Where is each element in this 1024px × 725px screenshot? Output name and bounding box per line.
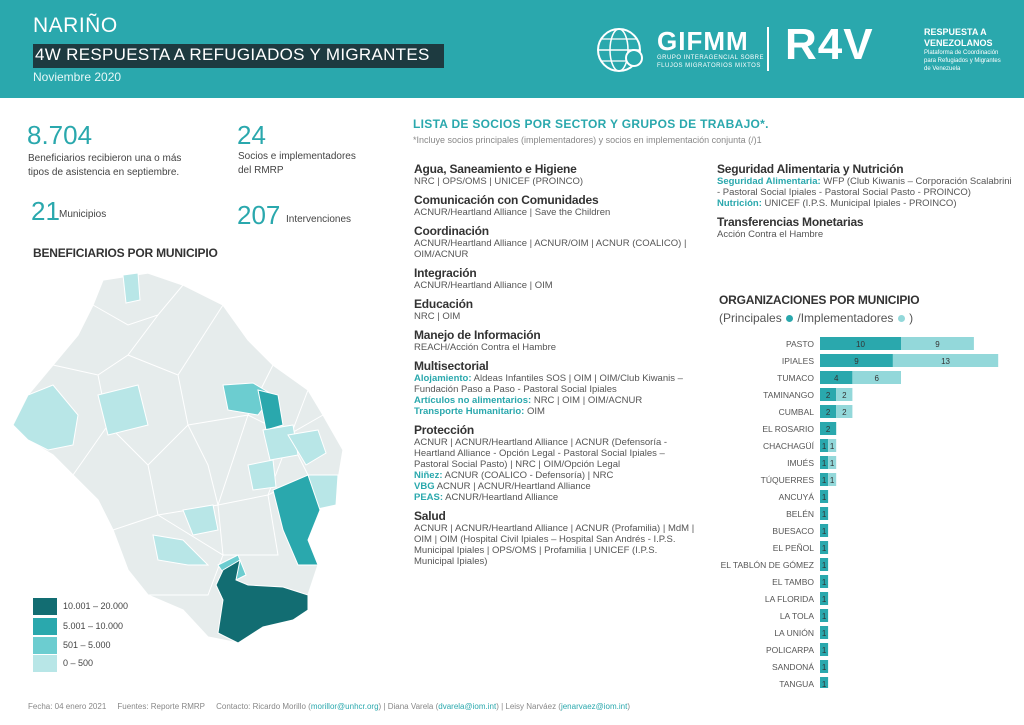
- subsector-label: Artículos no alimentarios:: [414, 395, 532, 406]
- bar-value-label: 1: [821, 493, 827, 502]
- footer-sep: ): [627, 702, 630, 711]
- footer-source: Fuentes: Reporte RMRP: [117, 702, 205, 711]
- bar-value-label: 1: [821, 612, 827, 621]
- category-label: IPIALES: [781, 356, 814, 366]
- sector-heading: Comunicación con Comunidades: [414, 193, 599, 207]
- category-label: BELÉN: [786, 509, 814, 519]
- sector-partners: ACNUR/Heartland Alliance | Save the Children: [414, 207, 611, 218]
- sector-partners: [717, 176, 1012, 198]
- page-subtitle: 4W RESPUESTA A REFUGIADOS Y MIGRANTES: [33, 44, 444, 68]
- orgs-chart-title: ORGANIZACIONES POR MUNICIPIO: [719, 293, 920, 307]
- category-label: CUMBAL: [778, 407, 814, 417]
- map-title: BENEFICIARIOS POR MUNICIPIO: [33, 246, 218, 260]
- category-label: SANDONÁ: [771, 662, 814, 672]
- sector-heading: Educación: [414, 297, 473, 311]
- interventions-label: Intervenciones: [286, 214, 352, 225]
- subsector-label: Seguridad Alimentaria:: [717, 176, 821, 187]
- r4v-logo-text: R4V: [785, 20, 874, 69]
- gifmm-logo-text: GIFMM: [657, 26, 749, 56]
- bar-value-label: 1: [829, 442, 835, 451]
- bar-value-label: 4: [833, 374, 839, 383]
- r4v-tagline: VENEZOLANOS: [924, 38, 993, 48]
- bar-value-label: 2: [842, 391, 847, 400]
- sector-heading: Seguridad Alimentaria y Nutrición: [717, 162, 904, 176]
- legend-label: 0 – 500: [63, 658, 94, 668]
- bar-value-label: 1: [821, 544, 827, 553]
- sector-partners: REACH/Acción Contra el Hambre: [414, 342, 557, 353]
- sector-partners: [414, 492, 699, 503]
- legend-swatch: [33, 655, 57, 672]
- municipalities-label: Municipios: [59, 209, 107, 220]
- email-link[interactable]: morillor@unhcr.org: [310, 702, 379, 711]
- bar-value-label: 1: [821, 663, 827, 672]
- beneficiaries-count: 8.704: [27, 120, 93, 150]
- category-label: IMUÉS: [787, 458, 814, 468]
- bar-value-label: 10: [856, 340, 865, 349]
- category-label: EL PEÑOL: [772, 543, 814, 553]
- legend-label: 10.001 – 20.000: [63, 601, 129, 611]
- beneficiaries-label: tipos de asistencia en septiembre.: [28, 167, 180, 178]
- bar-value-label: 1: [821, 476, 827, 485]
- category-label: TAMINANGO: [763, 390, 814, 400]
- logo-divider: [767, 27, 769, 71]
- sector-heading: Transferencias Monetarias: [717, 215, 864, 229]
- legend-text: ): [905, 311, 914, 325]
- category-label: EL TABLÓN DE GÓMEZ: [720, 560, 814, 570]
- bar-value-label: 2: [842, 408, 847, 417]
- bar-value-label: 13: [941, 357, 951, 366]
- orgs-chart-legend: [719, 311, 913, 325]
- sector-partners: [414, 406, 699, 417]
- category-label: CHACHAGÜÍ: [762, 441, 814, 451]
- bar-value-label: 6: [874, 374, 879, 383]
- r4v-tagline: RESPUESTA A: [924, 27, 987, 37]
- category-label: LA FLORIDA: [764, 594, 814, 604]
- legend-swatch: [33, 598, 57, 615]
- subsector-label: Nutrición:: [717, 198, 762, 209]
- sector-partners: Acción Contra el Hambre: [717, 229, 824, 240]
- sector-list-right: [717, 158, 1012, 240]
- partners-label: del RMRP: [238, 165, 284, 176]
- bar-value-label: 2: [825, 408, 831, 417]
- partners-count: 24: [237, 120, 266, 150]
- legend-text: /Implementadores: [794, 311, 897, 325]
- orgs-bar-chart: [700, 333, 1020, 688]
- gifmm-globe-icon: [592, 26, 652, 76]
- beneficiaries-label: Beneficiarios recibieron una o más: [28, 153, 182, 164]
- bar-value-label: 1: [821, 578, 827, 587]
- bar-value-label: 1: [821, 459, 827, 468]
- email-link[interactable]: dvarela@iom.int: [438, 702, 497, 711]
- principal-dot-icon: [786, 315, 793, 322]
- report-date: Noviembre 2020: [33, 70, 122, 84]
- sector-heading: Protección: [414, 423, 475, 437]
- sector-heading: Coordinación: [414, 224, 489, 238]
- footer-sep: ) | Diana Varela (: [378, 702, 439, 711]
- category-label: LA TOLA: [779, 611, 814, 621]
- bar-value-label: 1: [829, 476, 835, 485]
- bar-value-label: 1: [821, 510, 827, 519]
- legend-label: 501 – 5.000: [63, 640, 111, 650]
- sector-partners: ACNUR | ACNUR/Heartland Alliance | ACNUR (Profamilia) | MdM | OIM | OIM (Hospital Civil Ipiales – Hospital San Andrés - I.P.S. Municipal Ipiales | OPS/OMS | Profamilia | UNICEF (I.P.S. Municipal Ipiales): [414, 523, 695, 567]
- email-link[interactable]: jenarvaez@iom.int: [560, 702, 628, 711]
- implementer-dot-icon: [898, 315, 905, 322]
- category-label: POLICARPA: [765, 645, 814, 655]
- category-label: PASTO: [785, 339, 814, 349]
- subsector-label: PEAS:: [414, 492, 444, 503]
- sector-partners: ACNUR/Heartland Alliance | ACNUR/OIM | ACNUR (COALICO) | OIM/ACNUR: [414, 238, 687, 260]
- legend-text: (Principales: [719, 311, 786, 325]
- footer: [28, 702, 630, 711]
- legend-swatch: [33, 637, 57, 654]
- bar-value-label: 1: [829, 459, 835, 468]
- sector-heading: Multisectorial: [414, 359, 489, 373]
- partners-label: Socios e implementadores: [238, 151, 356, 162]
- subsector-partners: NRC | OIM | OIM/ACNUR: [531, 395, 643, 406]
- sector-partners: ACNUR | ACNUR/Heartland Alliance | ACNUR (Defensoría - Heartland Alliance - Opción Legal - Pastoral Social Ipiales – Pastoral Social Pasto) | NRC | OIM/Opción Legal: [414, 437, 668, 470]
- sector-heading: Agua, Saneamiento e Higiene: [414, 162, 577, 176]
- map-region-low: [248, 460, 276, 490]
- category-label: ANCUYÁ: [778, 492, 814, 502]
- map-region-base: [13, 273, 343, 643]
- sector-heading: Manejo de Información: [414, 328, 541, 342]
- bar-value-label: 1: [821, 527, 827, 536]
- interventions-count: 207: [237, 200, 281, 230]
- sector-partners: [414, 373, 699, 395]
- municipalities-count: 21: [31, 196, 60, 226]
- bar-value-label: 1: [821, 595, 827, 604]
- sector-partners: [414, 481, 699, 492]
- footer-contact: Contacto: Ricardo Morillo (: [216, 702, 311, 711]
- subsector-label: VBG: [414, 481, 435, 492]
- sector-heading: Salud: [414, 509, 446, 523]
- footer-date: Fecha: 04 enero 2021: [28, 702, 107, 711]
- bar-value-label: 1: [821, 561, 827, 570]
- subsector-label: Transporte Humanitario:: [414, 406, 525, 417]
- sector-partners: [414, 470, 699, 481]
- subsector-partners: OIM: [524, 406, 545, 417]
- bar-value-label: 9: [854, 357, 859, 366]
- sector-list-left: [414, 158, 699, 567]
- category-label: LA UNIÓN: [774, 628, 814, 638]
- category-label: EL TAMBO: [772, 577, 814, 587]
- subsector-label: Alojamiento:: [414, 373, 472, 384]
- bar-value-label: 1: [821, 646, 827, 655]
- sector-partners: [414, 395, 699, 406]
- bar-value-label: 1: [821, 629, 827, 638]
- subsector-partners: WFP (Club Kiwanis – Corporación Scalabrini - Pastoral Social Ipiales - Pastoral Social Pasto - PROINCO): [717, 176, 1012, 198]
- bar-value-label: 9: [935, 340, 940, 349]
- legend-swatch: [33, 618, 57, 635]
- subsector-partners: ACNUR (COALICO - Defensoría) | NRC: [442, 470, 614, 481]
- gifmm-logo-subtext: GRUPO INTERAGENCIAL SOBRE: [657, 55, 764, 61]
- legend-label: 5.001 – 10.000: [63, 621, 124, 631]
- category-label: TANGUA: [779, 679, 814, 688]
- partners-list-note: *Incluye socios principales (implementadores) y socios en implementación conjunta (/)1: [413, 135, 762, 145]
- category-label: TÚQUERRES: [760, 475, 814, 485]
- r4v-subtext: de Venezuela: [924, 66, 961, 72]
- page-title: NARIÑO: [33, 14, 118, 37]
- sector-partners: ACNUR/Heartland Alliance | OIM: [414, 280, 553, 291]
- bar-value-label: 1: [821, 442, 827, 451]
- subsector-label: Niñez:: [414, 470, 443, 481]
- sector-heading: Integración: [414, 266, 477, 280]
- map-region-low: [123, 273, 140, 303]
- narino-map: [8, 265, 358, 650]
- subsector-partners: ACNUR/Heartland Alliance: [443, 492, 559, 503]
- subsector-partners: ACNUR | ACNUR/Heartland Alliance: [434, 481, 591, 492]
- r4v-subtext: Plataforma de Coordinación: [924, 50, 999, 56]
- partners-list-title: LISTA DE SOCIOS POR SECTOR Y GRUPOS DE TRABAJO*.: [413, 117, 769, 131]
- footer-sep: ) | Leisy Narváez (: [496, 702, 561, 711]
- category-label: TUMACO: [777, 373, 814, 383]
- sector-partners: NRC | OIM: [414, 311, 461, 322]
- bar-value-label: 2: [825, 391, 831, 400]
- gifmm-logo-subtext: FLUJOS MIGRATORIOS MIXTOS: [657, 63, 761, 69]
- r4v-subtext: para Refugiados y Migrantes: [924, 58, 1001, 64]
- subsector-partners: UNICEF (I.P.S. Municipal Ipiales - PROINCO): [761, 198, 957, 209]
- category-label: BUESACO: [772, 526, 814, 536]
- bar-value-label: 2: [825, 425, 831, 434]
- sector-partners: NRC | OPS/OMS | UNICEF (PROINCO): [414, 176, 584, 187]
- subsector-partners: Aldeas Infantiles SOS | OIM | OIM/Club Kiwanis – Fundación Paso a Paso - Pastoral Social Ipiales: [414, 373, 683, 395]
- sector-partners: [717, 198, 1012, 209]
- bar-value-label: 1: [821, 680, 827, 688]
- category-label: EL ROSARIO: [762, 424, 814, 434]
